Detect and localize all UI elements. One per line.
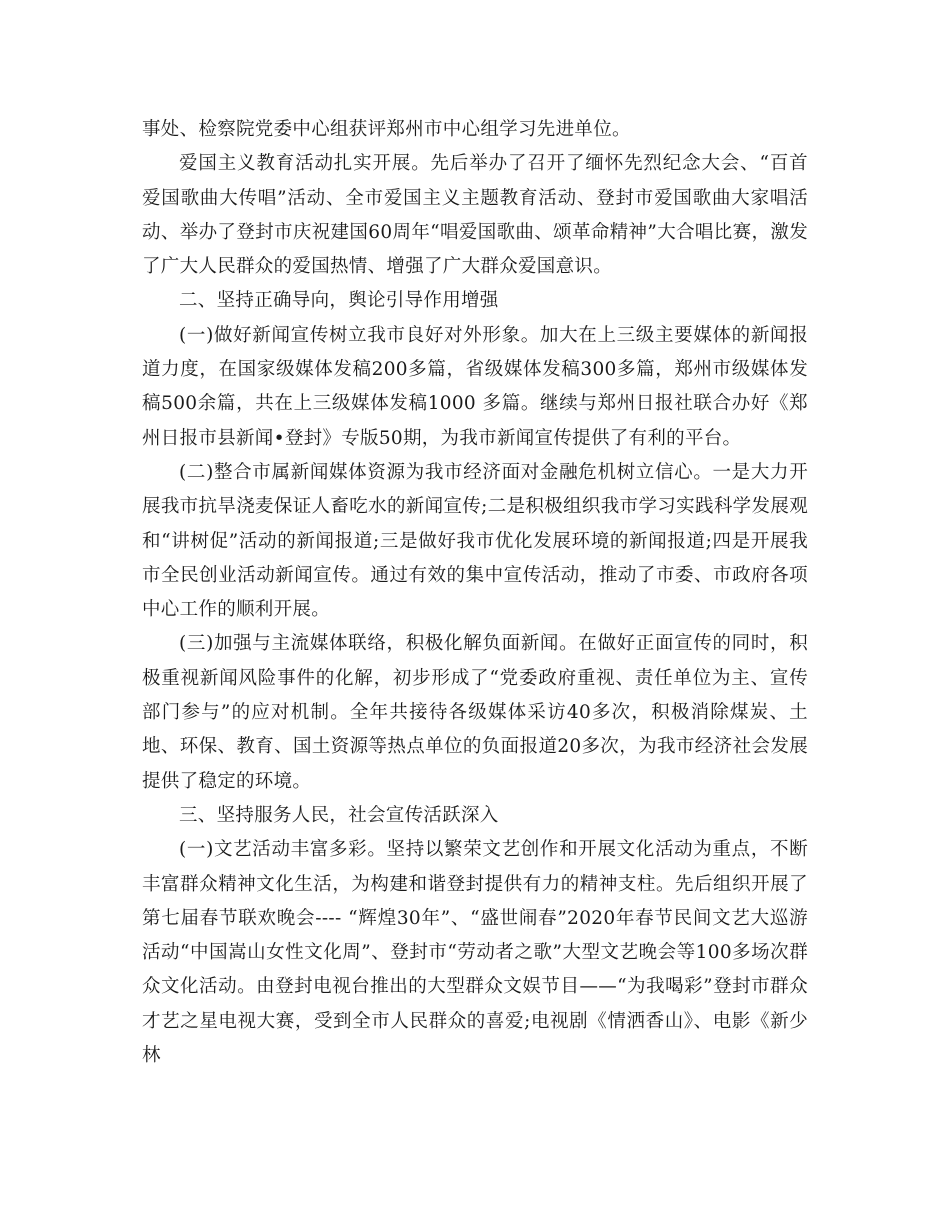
paragraph: (一)文艺活动丰富多彩。坚持以繁荣文艺创作和开展文化活动为重点，不断丰富群众精神文化生活，为构建和谐登封提供有力的精神支柱。先后组织开展了第七届春节联欢晚会---- “辉煌30年”、“盛世闹春”2020年春节民间文艺大巡游活动“中国嵩山女性文化周”、登封市“劳动者之歌”大型文艺晚会等100多场次群众文化活动。由登封电视台推出的大型群众文娱节目——“为我喝彩”登封市群众才艺之星电视大赛，受到全市人民群众的喜爱;电视剧《情洒香山》、电影《新少林: [142, 839, 808, 1067]
paragraph: (二)整合市属新闻媒体资源为我市经济面对金融危机树立信心。一是大力开展我市抗旱浇麦保证人畜吃水的新闻宣传;二是积极组织我市学习实践科学发展观和“讲树促”活动的新闻报道;三是做好我市优化发展环境的新闻报道;四是开展我市全民创业活动新闻宣传。通过有效的集中宣传活动，推动了市委、市政府各项中心工作的顺利开展。: [142, 461, 808, 621]
paragraph: (三)加强与主流媒体联络，积极化解负面新闻。在做好正面宣传的同时，积极重视新闻风险事件的化解，初步形成了“党委政府重视、责任单位为主、宣传部门参与”的应对机制。全年共接待各级媒体采访40多次，积极消除煤炭、土地、环保、教育、国土资源等热点单位的负面报道20多次，为我市经济社会发展提供了稳定的环境。: [142, 633, 808, 792]
document-body: [142, 113, 808, 1073]
paragraph: (一)做好新闻宣传树立我市良好对外形象。加大在上三级主要媒体的新闻报道力度，在国家级媒体发稿200多篇，省级媒体发稿300多篇，郑州市级媒体发稿500余篇，共在上三级媒体发稿1000 多篇。继续与郑州日报社联合办好《郑州日报市县新闻•登封》专版50期，为我市新闻宣传提供了有利的平台。: [142, 324, 808, 449]
paragraph: 事处、检察院党委中心组获评郑州市中心组学习先进单位。: [142, 119, 631, 140]
paragraph: 爱国主义教育活动扎实开展。先后举办了召开了缅怀先烈纪念大会、“百首爱国歌曲大传唱”活动、全市爱国主义主题教育活动、登封市爱国歌曲大家唱活动、举办了登封市庆祝建国60周年“唱爱国歌曲、颂革命精神”大合唱比赛，激发了广大人民群众的爱国热情、增强了广大群众爱国意识。: [142, 153, 808, 278]
section-heading: 三、坚持服务人民，社会宣传活跃深入: [179, 804, 499, 826]
section-heading: 二、坚持正确导向，舆论引导作用增强: [179, 290, 499, 312]
